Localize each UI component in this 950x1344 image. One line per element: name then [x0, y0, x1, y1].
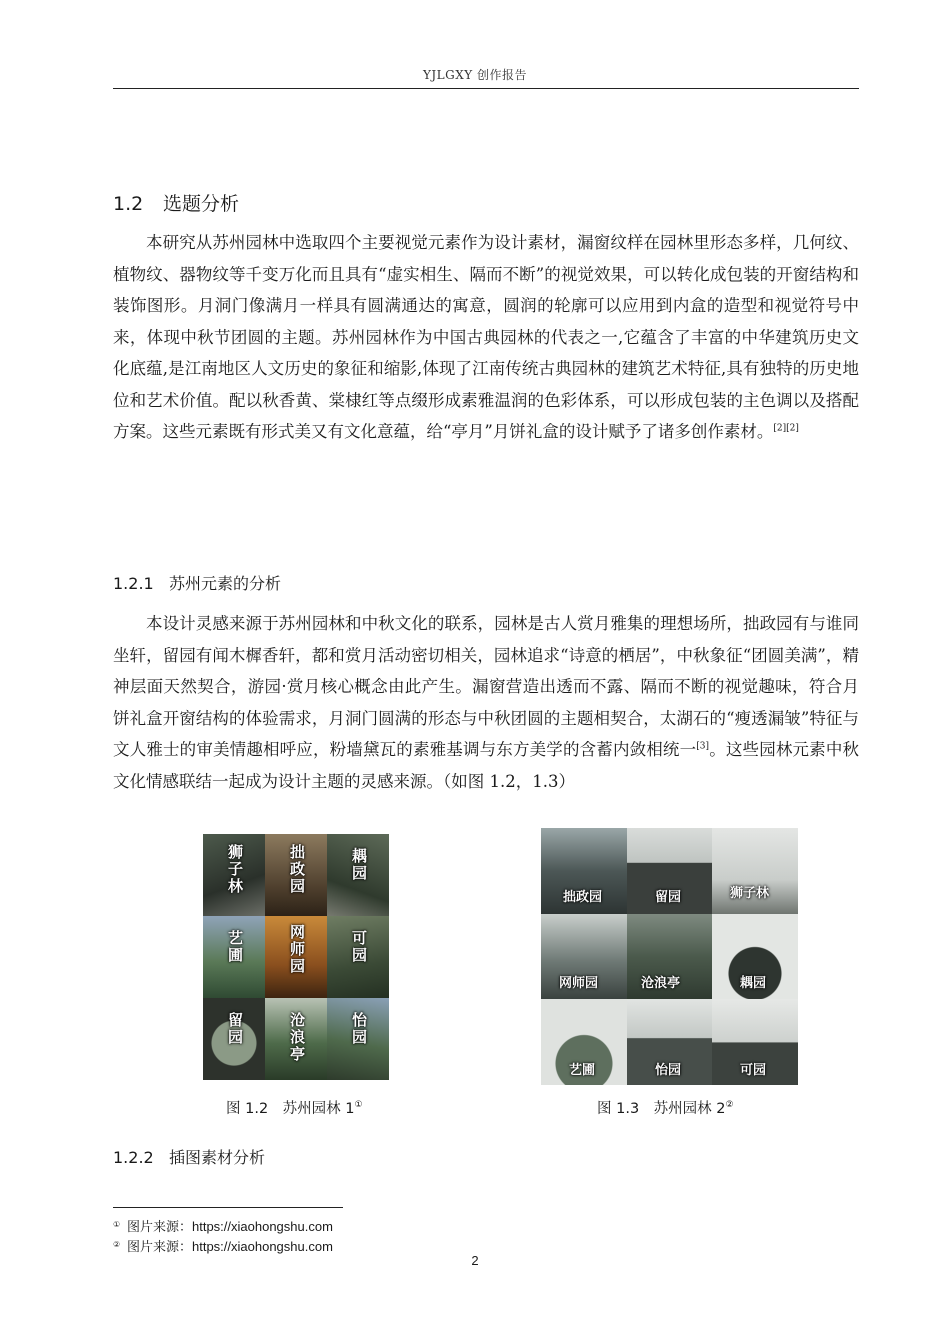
garden-label: 怡园: [655, 1063, 682, 1078]
garden-label: 耦园: [740, 976, 767, 991]
header-rule: [113, 88, 859, 89]
figure-caption-1: 图 1.2 苏州园林 1①: [226, 1100, 363, 1117]
section-heading: [113, 189, 239, 216]
garden-label: 狮子林: [226, 844, 244, 895]
garden-collage-image-1: [203, 834, 389, 1080]
page-number: 2: [471, 1253, 479, 1268]
garden-label: 拙政园: [563, 890, 603, 905]
section-title: 选题分析: [163, 193, 240, 215]
subsection-title: 插图素材分析: [169, 1148, 266, 1167]
subsection-number: 1.2.1: [113, 574, 154, 593]
garden-label: 艺圃: [569, 1063, 596, 1078]
garden-label: 怡园: [350, 1012, 368, 1046]
subsection-title: 苏州元素的分析: [169, 574, 282, 593]
subsection-heading-2: [113, 1145, 265, 1168]
garden-label: 可园: [350, 930, 368, 964]
garden-label: 网师园: [288, 924, 306, 975]
footnote-marker: ②: [725, 1100, 734, 1111]
footnote-marker: ②: [113, 1240, 121, 1249]
footnote-marker: ①: [354, 1100, 363, 1111]
footnote-1: [113, 1216, 333, 1235]
citation-ref: [3]: [696, 741, 710, 752]
garden-label: 沧浪亭: [288, 1012, 306, 1063]
figure-caption-2: 图 1.3 苏州园林 2②: [597, 1100, 734, 1117]
garden-label: 可园: [740, 1063, 767, 1078]
garden-label: 网师园: [559, 976, 599, 991]
footnote-marker: ①: [113, 1220, 121, 1229]
garden-label: 耦园: [350, 848, 368, 882]
section-number: 1.2: [113, 193, 144, 215]
citation-ref: [2][2]: [773, 423, 799, 434]
garden-label: 拙政园: [288, 844, 306, 895]
footnote-text: 图片来源：https://xiaohongshu.com: [127, 1219, 333, 1234]
garden-label: 狮子林: [730, 886, 770, 901]
subsection-number: 1.2.2: [113, 1148, 154, 1167]
body-paragraph-2: 本设计灵感来源于苏州园林和中秋文化的联系，园林是古人赏月雅集的理想场所，拙政园有与谁同坐轩，留园有闻木樨香轩，都和赏月活动密切相关，园林追求“诗意的栖居”，中秋象征“团圆美满”，精神层面天然契合，游园·赏月核心概念由此产生。漏窗营造出透而不露、隔而不断的视觉趣味，符合月饼礼盒开窗结构的体验需求，月洞门圆满的形态与中秋团圆的主题相契合，太湖石的“瘦透漏皱”特征与文人雅士的审美情趣相呼应，粉墙黛瓦的素雅基调与东方美学的含蓄内敛相统一[3]。这些园林元素中秋文化情感联结一起成为设计主题的灵感来源。（如图 1.2，1.3）: [113, 614, 860, 791]
subsection-heading-1: [113, 571, 281, 594]
garden-label: 留园: [226, 1012, 244, 1046]
garden-label: 留园: [655, 890, 682, 905]
footnote-rule: [113, 1207, 343, 1208]
running-header: YJLGXY 创作报告: [422, 68, 528, 82]
body-paragraph-1: 本研究从苏州园林中选取四个主要视觉元素作为设计素材，漏窗纹样在园林里形态多样，几何纹、植物纹、器物纹等千变万化而且具有“虚实相生、隔而不断”的视觉效果，可以转化成包装的开窗结构和装饰图形。月洞门像满月一样具有圆满通达的寓意，圆润的轮廓可以应用到内盒的造型和视觉符号中来，体现中秋节团圆的主题。苏州园林作为中国古典园林的代表之一,它蕴含了丰富的中华建筑历史文化底蕴,是江南地区人文历史的象征和缩影,体现了江南传统古典园林的建筑艺术特征,具有独特的历史地位和艺术价值。配以秋香黄、棠棣红等点缀形成素雅温润的色彩体系，可以形成包装的主色调以及搭配方案。这些元素既有形式美又有文化意蕴，给“亭月”月饼礼盒的设计赋予了诸多创作素材。[2][2]: [113, 233, 859, 441]
garden-label: 艺圃: [226, 930, 244, 964]
footnote-text: 图片来源：https://xiaohongshu.com: [127, 1239, 333, 1254]
garden-collage-image-2: [541, 828, 798, 1085]
garden-label: 沧浪亭: [641, 976, 681, 991]
